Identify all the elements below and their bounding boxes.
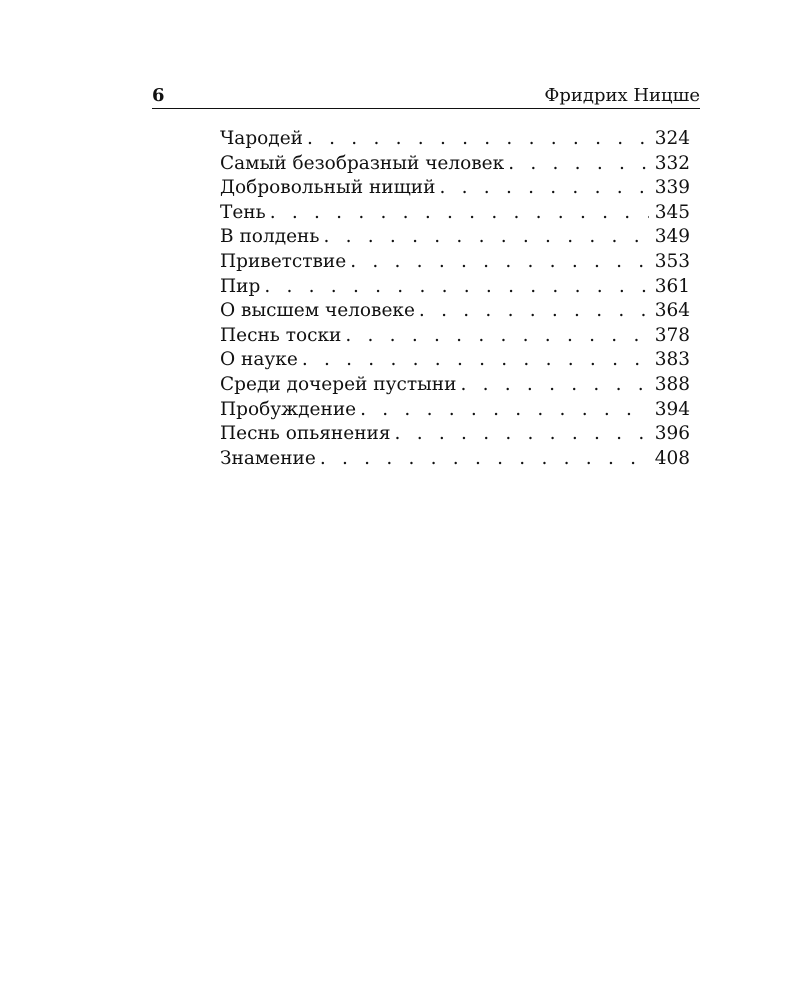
toc-entry-page: 364 [654, 300, 690, 322]
toc-entry-8 [220, 299, 690, 324]
toc-entry-page: 378 [654, 324, 690, 346]
dot-leader [307, 127, 649, 152]
toc-entry-title: Среди дочерей пустыни [220, 373, 457, 395]
toc-entry-4 [220, 201, 690, 226]
toc-entry-page: 383 [654, 349, 690, 371]
toc-entry-page: 353 [654, 250, 690, 272]
toc-entry-page: 394 [654, 398, 690, 420]
toc-entry-10 [220, 348, 690, 373]
dot-leader [350, 250, 648, 275]
toc-entry-title: О высшем человеке [220, 300, 415, 322]
toc-entry-9 [220, 324, 690, 349]
toc-entry-page: 396 [654, 423, 690, 445]
toc-entry-page: 339 [654, 177, 690, 199]
dot-leader [508, 152, 649, 177]
dot-leader [264, 275, 648, 300]
toc-entry-title: Пир [220, 275, 261, 297]
toc-entry-title: О науке [220, 349, 298, 371]
dot-leader [345, 324, 648, 349]
toc-entry-page: 345 [654, 201, 690, 223]
toc-entry-6 [220, 250, 690, 275]
toc-entry-1 [220, 127, 690, 152]
toc-entry-5 [220, 225, 690, 250]
toc-entry-13 [220, 422, 690, 447]
table-of-contents [220, 127, 690, 471]
toc-entry-2 [220, 152, 690, 177]
dot-leader [302, 348, 649, 373]
toc-entry-3 [220, 176, 690, 201]
toc-entry-11 [220, 373, 690, 398]
toc-entry-title: Тень [220, 201, 266, 223]
toc-entry-page: 349 [654, 226, 690, 248]
dot-leader [395, 422, 649, 447]
toc-entry-title: В полдень [220, 226, 320, 248]
dot-leader [323, 225, 648, 250]
toc-entry-title: Песнь тоски [220, 324, 342, 346]
running-title: Фридрих Ницше [544, 85, 700, 106]
toc-entry-12 [220, 398, 690, 423]
toc-entry-page: 332 [654, 152, 690, 174]
toc-entry-title: Песнь опьянения [220, 423, 391, 445]
toc-entry-title: Самый безобразный человек [220, 152, 505, 174]
toc-entry-page: 361 [654, 275, 690, 297]
toc-entry-title: Чародей [220, 128, 303, 149]
toc-entry-title: Добровольный нищий [220, 177, 436, 199]
page-number: 6 [152, 85, 165, 106]
toc-entry-14 [220, 447, 690, 472]
dot-leader [460, 373, 648, 398]
toc-entry-title: Приветствие [220, 250, 347, 272]
dot-leader [320, 447, 649, 472]
dot-leader [270, 201, 649, 226]
dot-leader [419, 299, 649, 324]
toc-entry-page: 324 [654, 128, 690, 149]
page-header [152, 84, 700, 109]
toc-entry-title: Пробуждение [220, 398, 357, 420]
toc-entry-page: 408 [654, 447, 690, 469]
dot-leader [360, 398, 649, 423]
toc-entry-title: Знамение [220, 447, 316, 469]
toc-entry-page: 388 [654, 373, 690, 395]
toc-entry-7 [220, 275, 690, 300]
dot-leader [439, 176, 648, 201]
